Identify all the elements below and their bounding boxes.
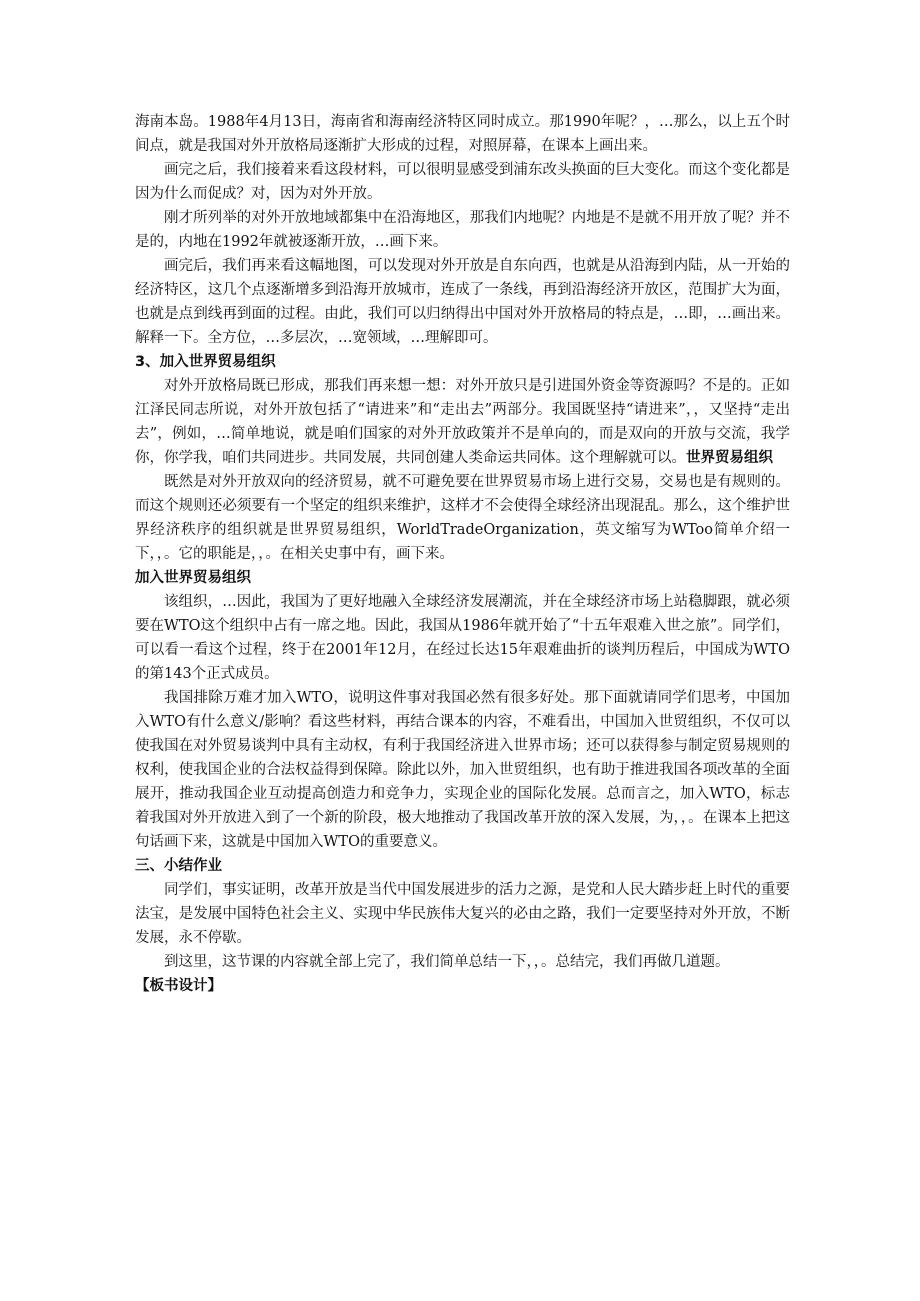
- paragraph-wto-intro: 既然是对外开放双向的经济贸易，就不可避免要在世界贸易市场上进行交易，交易也是有规则的。而这个规则还必须要有一个坚定的组织来维护，这样才不会使得全球经济出现混乱。那么，这个维护世界经济秩序的组织就是世界贸易组织，WorldTradeOrganization，英文缩写为WToo简单介绍一下，，。它的职能是，，。在相关史事中有，画下来。: [135, 474, 790, 562]
- inline-heading-wto: 世界贸易组织: [686, 450, 773, 466]
- paragraph-two-way-opening-text: 对外开放格局既已形成，那我们再来想一想：对外开放只是引进国外资金等资源吗？不是的。正如江泽民同志所说，对外开放包括了“请进来”和“走出去”两部分。我国既坚持“请进来”，，又坚持“走出去”，例如，…简单地说，就是咱们国家的对外开放政策并不是单向的，而是双向的开放与交流，我学你，你学我，咱们共同进步。共同发展，共同创建人类命运共同体。这个理解就可以。: [135, 378, 790, 466]
- paragraph-wto-significance: 我国排除万难才加入WTO，说明这件事对我国必然有很多好处。那下面就请同学们思考，中国加入WTO有什么意义/影响？看这些材料，再结合课本的内容，不难看出，中国加入世贸组织，不仅可以使我国在对外贸易谈判中具有主动权，有利于我国经济进入世界市场；还可以获得参与制定贸易规则的权利，使我国企业的合法权益得到保障。除此以外，加入世贸组织，也有助于推进我国各项改革的全面展开，推动我国企业互动提高创造力和竞争力，实现企业的国际化发展。总而言之，加入WTO，标志着我国对外开放进入到了一个新的阶段，极大地推动了我国改革开放的深入发展，为，，。在课本上把这句话画下来，这就是中国加入WTO的重要意义。: [135, 690, 790, 850]
- document-body: [135, 110, 790, 998]
- paragraph-hainan-timeline: 海南本岛。1988年4月13日，海南省和海南经济特区同时成立。那1990年呢？，…那么，以上五个时间点，就是我国对外开放格局逐渐扩大形成的过程，对照屏幕，在课本上画出来。: [135, 114, 790, 154]
- paragraph-lesson-wrapup: 到这里，这节课的内容就全部上完了，我们简单总结一下，，。总结完，我们再做几道题。: [164, 954, 730, 970]
- paragraph-inland-opening: 刚才所列举的对外开放地域都集中在沿海地区，那我们内地呢？内地是不是就不用开放了呢？并不是的，内地在1992年就被逐渐开放，…画下来。: [135, 210, 790, 250]
- paragraph-pudong-change: 画完之后，我们接着来看这段材料，可以很明显感受到浦东改头换面的巨大变化。而这个变化都是因为什么而促成？对，因为对外开放。: [135, 162, 790, 202]
- paragraph-wto-accession: 该组织，…因此，我国为了更好地融入全球经济发展潮流，并在全球经济市场上站稳脚跟，就必须要在WTO这个组织中占有一席之地。因此，我国从1986年就开始了“十五年艰难入世之旅”。同学们，可以看一看这个过程，终于在2001年12月，在经过长达15年艰难曲折的谈判历程后，中国成为WTO的第143个正式成员。: [135, 594, 790, 682]
- section-heading-join-wto: 3、加入世界贸易组织: [135, 354, 276, 370]
- section-heading-summary: 三、小结作业: [135, 858, 222, 874]
- board-design-heading: 【板书设计】: [135, 978, 222, 994]
- paragraph-two-way-opening: [135, 374, 790, 470]
- paragraph-reform-conclusion: 同学们，事实证明，改革开放是当代中国发展进步的活力之源，是党和人民大踏步赶上时代的重要法宝，是发展中国特色社会主义、实现中华民族伟大复兴的必由之路，我们一定要坚持对外开放，不断发展，永不停歇。: [135, 882, 790, 946]
- paragraph-opening-pattern: 画完后，我们再来看这幅地图，可以发现对外开放是自东向西，也就是从沿海到内陆，从一开始的经济特区，这几个点逐渐增多到沿海开放城市，连成了一条线，再到沿海经济开放区，范围扩大为面，也就是点到线再到面的过程。由此，我们可以归纳得出中国对外开放格局的特点是，…即，…画出来。解释一下。全方位，…多层次，…宽领域，…理解即可。: [135, 258, 790, 346]
- subheading-join-wto: 加入世界贸易组织: [135, 570, 251, 586]
